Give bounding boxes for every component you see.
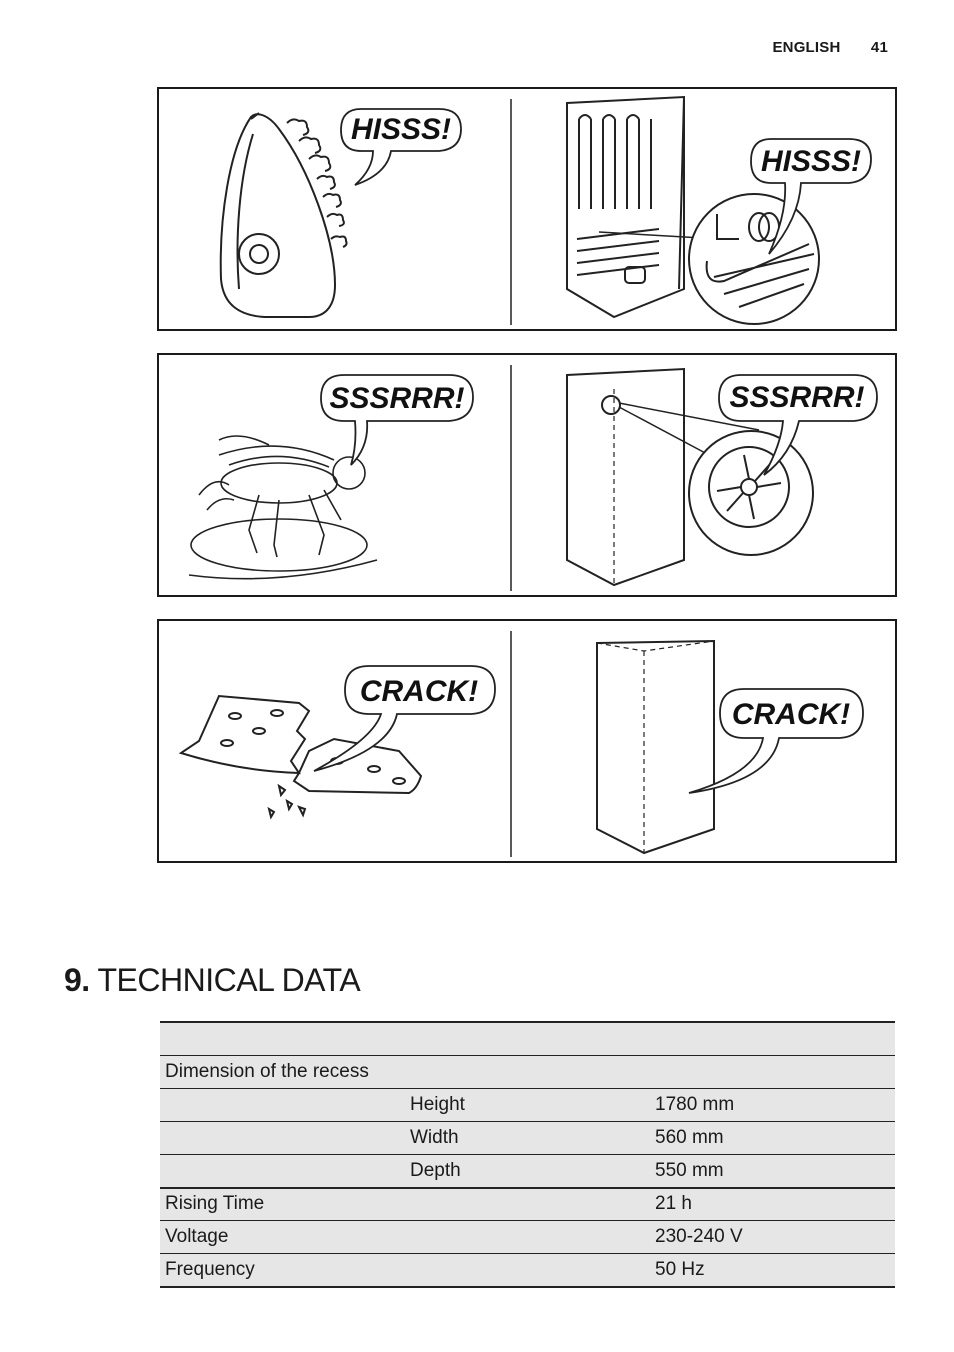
technical-data-table — [160, 1021, 895, 1288]
table-cell: 21 h — [650, 1188, 895, 1221]
table-cell: Depth — [405, 1155, 650, 1188]
table-cell — [405, 1022, 650, 1056]
table-cell: Width — [405, 1122, 650, 1155]
table-cell: 560 mm — [650, 1122, 895, 1155]
table-header-row — [160, 1022, 895, 1056]
table-cell: Voltage — [160, 1221, 405, 1254]
table-cell — [160, 1155, 405, 1188]
section-heading — [64, 962, 360, 999]
table-cell — [650, 1056, 895, 1089]
table-row — [160, 1089, 895, 1122]
illustration-panel-crack — [157, 619, 897, 863]
fridge-cabinet-icon — [597, 641, 714, 853]
bubble-text-sssrrr-left: SSSRRR! — [329, 382, 465, 415]
bubble-text-crack-left: CRACK! — [359, 675, 479, 708]
table-cell: Dimension of the recess — [160, 1056, 405, 1089]
table-row — [160, 1155, 895, 1188]
hiss-illustration — [159, 89, 899, 333]
bubble-text-crack-right: CRACK! — [731, 698, 851, 731]
table-row — [160, 1221, 895, 1254]
table-cell — [405, 1221, 650, 1254]
table-cell — [405, 1188, 650, 1221]
fly-icon — [189, 436, 377, 579]
table-cell — [650, 1022, 895, 1056]
table-cell — [160, 1122, 405, 1155]
page-header — [772, 39, 888, 56]
table-cell: 230-240 V — [650, 1221, 895, 1254]
table-cell — [160, 1022, 405, 1056]
table-row — [160, 1188, 895, 1221]
section-number: 9. — [64, 962, 90, 998]
compressor-detail-icon — [689, 194, 819, 324]
table-cell — [160, 1089, 405, 1122]
header-language: ENGLISH — [772, 39, 841, 56]
fridge-compressor-icon — [567, 97, 684, 317]
section-title: TECHNICAL DATA — [97, 962, 361, 998]
table-row — [160, 1254, 895, 1287]
sssrrr-illustration — [159, 355, 899, 599]
table-cell — [405, 1254, 650, 1287]
table-cell: 550 mm — [650, 1155, 895, 1188]
table-row — [160, 1056, 895, 1089]
fridge-fan-icon — [567, 369, 684, 585]
illustration-panel-sssrrr — [157, 353, 897, 597]
fan-detail-icon — [689, 431, 813, 555]
table-cell — [405, 1056, 650, 1089]
steam-iron-icon — [221, 113, 347, 317]
table-cell: 1780 mm — [650, 1089, 895, 1122]
table-cell: Height — [405, 1089, 650, 1122]
table-cell: Frequency — [160, 1254, 405, 1287]
bubble-text-sssrrr-right: SSSRRR! — [729, 381, 865, 414]
crack-illustration — [159, 621, 899, 865]
table-cell: Rising Time — [160, 1188, 405, 1221]
table-row — [160, 1122, 895, 1155]
bubble-text-hiss-left: HISSS! — [350, 113, 452, 146]
bubble-text-hiss-right: HISSS! — [760, 145, 862, 178]
illustration-panel-hiss — [157, 87, 897, 331]
table-cell: 50 Hz — [650, 1254, 895, 1287]
page-number: 41 — [870, 39, 888, 56]
